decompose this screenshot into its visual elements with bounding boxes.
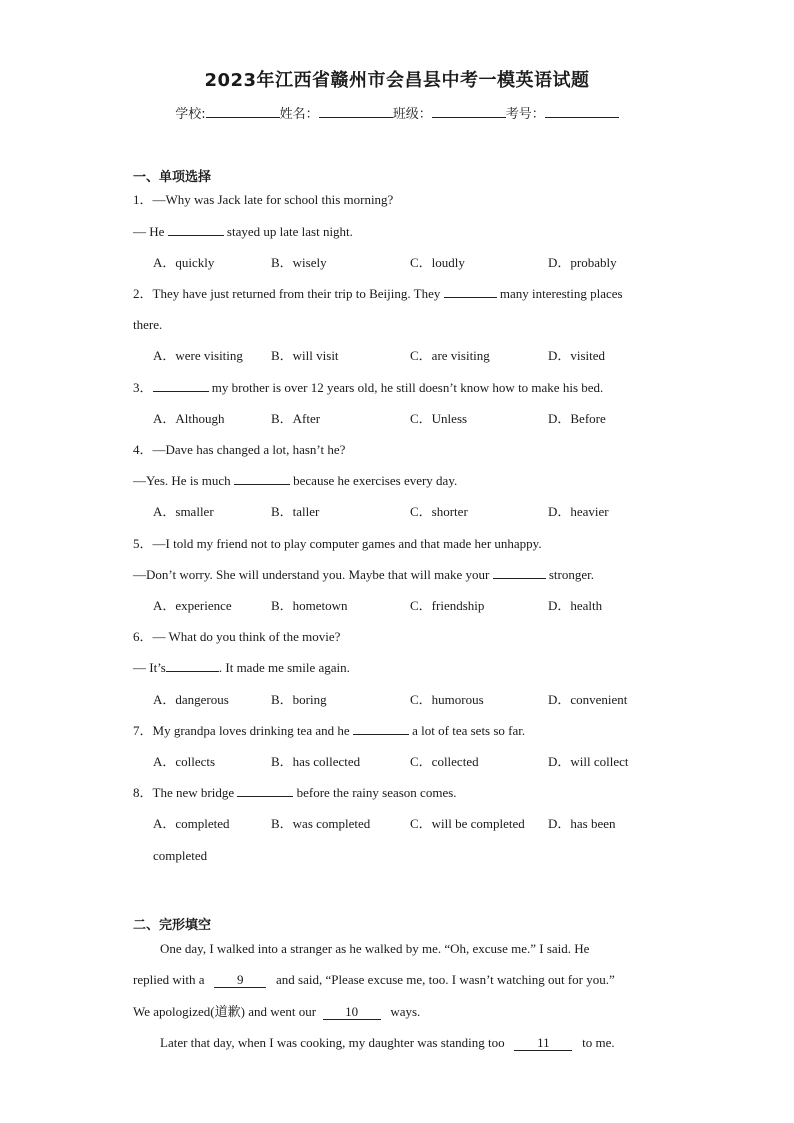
cloze-text: and said, “Please excuse me, too. I wasn’t watching out for you.” [275,972,615,987]
exam-number-field[interactable] [545,105,619,118]
option-c[interactable]: C．friendship [410,598,485,613]
option-b[interactable]: B．will visit [271,348,339,363]
cloze-text: Later that day, when I was cooking, my daughter was standing too [160,1035,505,1050]
option-a[interactable]: A．completed [153,816,230,831]
answer-blank [493,566,546,579]
question-text: stayed up late last night. [226,224,353,239]
option-d[interactable]: D．has been [548,816,616,831]
question-4-options [153,503,673,521]
question-2-options [153,347,673,365]
question-text: . It made me smile again. [218,660,350,675]
question-text: there. [133,317,163,332]
question-4 [133,441,663,459]
question-5-line-2 [133,566,663,584]
option-d[interactable]: D．probably [548,255,617,270]
cloze-text: ways. [390,1004,421,1019]
question-text: before the rainy season comes. [296,785,457,800]
cloze-blank-11[interactable]: 11 [514,1036,572,1051]
option-a[interactable]: A．Although [153,411,225,426]
question-text: —Why was Jack late for school this morning? [152,192,394,207]
option-a[interactable]: A．were visiting [153,348,243,363]
question-text: because he exercises every day. [293,473,458,488]
name-label: 姓名： [279,107,319,122]
answer-blank [168,223,224,236]
question-number: 7． [133,723,153,738]
question-text: — It’s [133,660,166,675]
question-number: 2． [133,286,153,301]
option-b[interactable]: B．has collected [271,754,361,769]
answer-blank [444,285,497,298]
option-c[interactable]: C．shorter [410,504,468,519]
option-c[interactable]: C．will be completed [410,816,525,831]
exam-number-label: 考号： [505,107,545,122]
answer-blank [237,784,293,797]
question-text: many interesting places [499,286,623,301]
answer-blank [153,379,209,392]
question-8 [133,784,663,802]
question-text: — He [133,224,165,239]
option-b[interactable]: B．wisely [271,255,327,270]
option-b[interactable]: B．boring [271,692,327,707]
question-text: —I told my friend not to play computer games and that made her unhappy. [152,536,542,551]
question-2 [133,285,663,303]
question-5 [133,535,663,553]
question-text: a lot of tea sets so far. [412,723,526,738]
cloze-line-1: One day, I walked into a stranger as he walked by me. “Oh, excuse me.” I said. He [160,941,590,956]
cloze-text: We apologized(道歉) and went our [133,1004,317,1019]
cloze-text: replied with a [133,972,205,987]
answer-blank [234,472,290,485]
cloze-line-4 [160,1034,660,1052]
question-3-options [153,410,673,428]
cloze-blank-10[interactable]: 10 [323,1005,381,1020]
question-text: My grandpa loves drinking tea and he [152,723,350,738]
question-number: 4． [133,442,153,457]
question-6-line-2 [133,659,663,677]
question-1-line-2 [133,223,663,241]
cloze-blank-9[interactable]: 9 [214,973,266,988]
question-text: The new bridge [152,785,235,800]
question-7-options [153,753,673,771]
question-text: They have just returned from their trip to Beijing. They [152,286,441,301]
option-d[interactable]: D．convenient [548,692,628,707]
question-text: —Dave has changed a lot, hasn’t he? [152,442,346,457]
class-label: 班级： [392,107,432,122]
question-number: 6． [133,629,153,644]
option-b[interactable]: B．After [271,411,321,426]
question-number: 3． [133,380,153,395]
option-a[interactable]: A．experience [153,598,232,613]
option-c[interactable]: C．Unless [410,411,468,426]
question-5-options [153,597,673,615]
option-d[interactable]: D．Before [548,411,606,426]
question-number: 1． [133,192,153,207]
option-c[interactable]: C．collected [410,754,479,769]
cloze-text: to me. [582,1035,615,1050]
question-text: —Yes. He is much [133,473,231,488]
question-1-options [153,254,673,272]
question-6 [133,628,663,646]
cloze-line-3 [133,1003,663,1021]
answer-blank [166,659,219,672]
option-c[interactable]: C．are visiting [410,348,490,363]
option-a[interactable]: A．collects [153,754,216,769]
question-text: my brother is over 12 years old, he still doesn’t know how to make his bed. [211,380,604,395]
option-d[interactable]: D．will collect [548,754,629,769]
page-title: 2023年江西省赣州市会昌县中考一模英语试题 [204,70,590,91]
question-text: — What do you think of the movie? [152,629,341,644]
question-number: 8． [133,785,153,800]
class-field[interactable] [432,105,506,118]
option-b[interactable]: B．taller [271,504,320,519]
option-b[interactable]: B．hometown [271,598,348,613]
option-c[interactable]: C．humorous [410,692,484,707]
question-number: 5． [133,536,153,551]
option-d[interactable]: D．health [548,598,603,613]
question-text: —Don’t worry. She will understand you. Maybe that will make your [133,567,490,582]
option-a[interactable]: A．dangerous [153,692,229,707]
question-2-line-2 [133,316,663,334]
question-7 [133,722,663,740]
cloze-line-2 [133,971,663,989]
name-field[interactable] [319,105,393,118]
question-6-options [153,691,673,709]
question-8-options [153,815,673,833]
option-d[interactable]: D．visited [548,348,606,363]
option-d[interactable]: D．heavier [548,504,609,519]
school-field[interactable] [206,105,280,118]
question-3 [133,379,663,397]
school-label: 学校: [175,107,206,122]
question-4-line-2 [133,472,663,490]
section-heading-single-choice: 一、单项选择 [133,170,212,185]
question-text: stronger. [548,567,594,582]
section-heading-cloze: 二、完形填空 [133,918,212,933]
student-info-row [0,103,794,122]
option-a[interactable]: A．quickly [153,255,215,270]
question-8-option-d-wrap: completed [153,848,208,863]
option-c[interactable]: C．loudly [410,255,465,270]
question-1 [133,191,663,209]
option-a[interactable]: A．smaller [153,504,214,519]
option-b[interactable]: B．was completed [271,816,371,831]
answer-blank [353,722,409,735]
